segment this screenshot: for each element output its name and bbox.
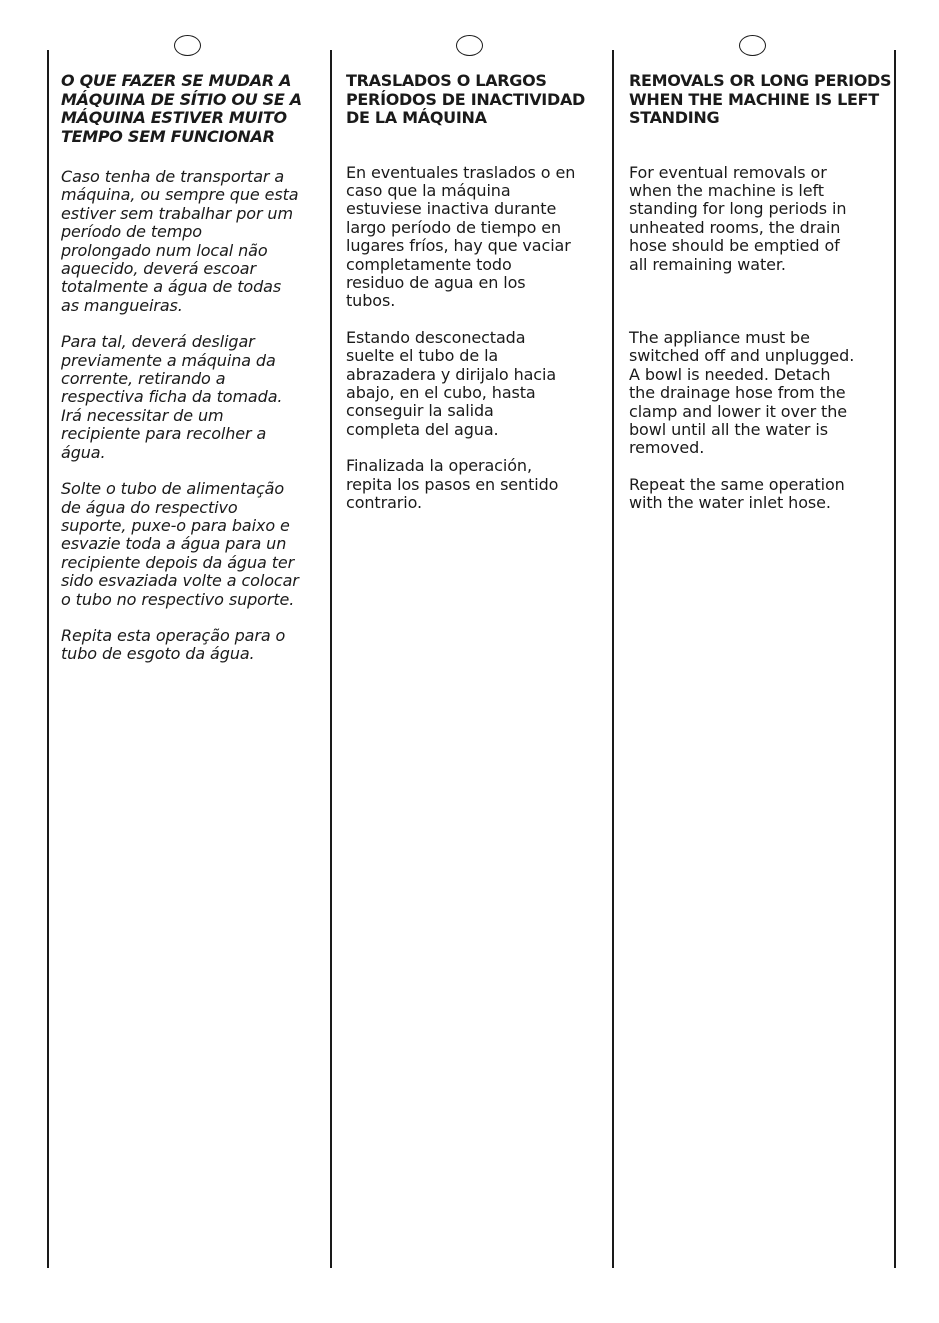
paragraph: The appliance must be switched off and unplugged. A bowl is needed. Detach the drainage hose from the clamp and lower it over the bowl until all the water is removed. — [629, 327, 855, 458]
paragraph: Para tal, deverá desligar previamente a máquina da corrente, retirando a respectiva ficha da tomada. Irá necessitar de um recipiente para recolher a água. — [61, 332, 283, 462]
paragraph: Repita esta operação para o tubo de esgoto da água. — [61, 625, 286, 664]
section-title: REMOVALS OR LONG PERIODS WHEN THE MACHINE IS LEFT STANDING — [629, 71, 892, 127]
column-divider-right — [894, 50, 896, 1268]
language-marker-circle-pt — [174, 35, 201, 56]
language-marker-circle-en — [739, 35, 766, 56]
paragraph: Estando desconectada suelte el tubo de la abrazadera y dirijalo hacia abajo, en el cubo, hasta conseguir la salida completa del agua. — [346, 327, 557, 439]
paragraph: Solte o tubo de alimentação de água do respectivo suporte, puxe-o para baixo e esvazie toda a água para un recipiente depois da água ter sido esvaziada volte a colocar o tubo no respectivo suporte. — [61, 479, 299, 609]
column-english — [629, 72, 891, 513]
section-title: O QUE FAZER SE MUDAR A MÁQUINA DE SÍTIO OU SE A MÁQUINA ESTIVER MUITO TEMPO SEM FUNCIONAR — [61, 71, 302, 146]
paragraph: En eventuales traslados o en caso que la máquina estuviese inactiva durante largo período de tiempo en lugares fríos, hay que vaciar completamente todo residuo de agua en los tubos. — [346, 162, 576, 311]
paragraph: For eventual removals or when the machine is left standing for long periods in unheated rooms, the drain hose should be emptied of all remaining water. — [629, 162, 847, 274]
paragraph: Caso tenha de transportar a máquina, ou sempre que esta estiver sem trabalhar por um período de tempo prolongado num local não aquecido, deverá escoar totalmente a água de todas as mangueiras. — [61, 167, 299, 315]
paragraph: Repeat the same operation with the water inlet hose. — [629, 474, 845, 513]
column-divider-mid-right — [612, 50, 614, 1268]
section-title: TRASLADOS O LARGOS PERÍODOS DE INACTIVIDAD DE LA MÁQUINA — [346, 71, 586, 127]
language-marker-circle-es — [456, 35, 483, 56]
column-spanish — [346, 72, 610, 512]
column-portuguese — [61, 72, 329, 664]
column-divider-left — [47, 50, 49, 1268]
column-divider-mid-left — [330, 50, 332, 1268]
paragraph: Finalizada la operación, repita los pasos en sentido contrario. — [346, 456, 559, 512]
